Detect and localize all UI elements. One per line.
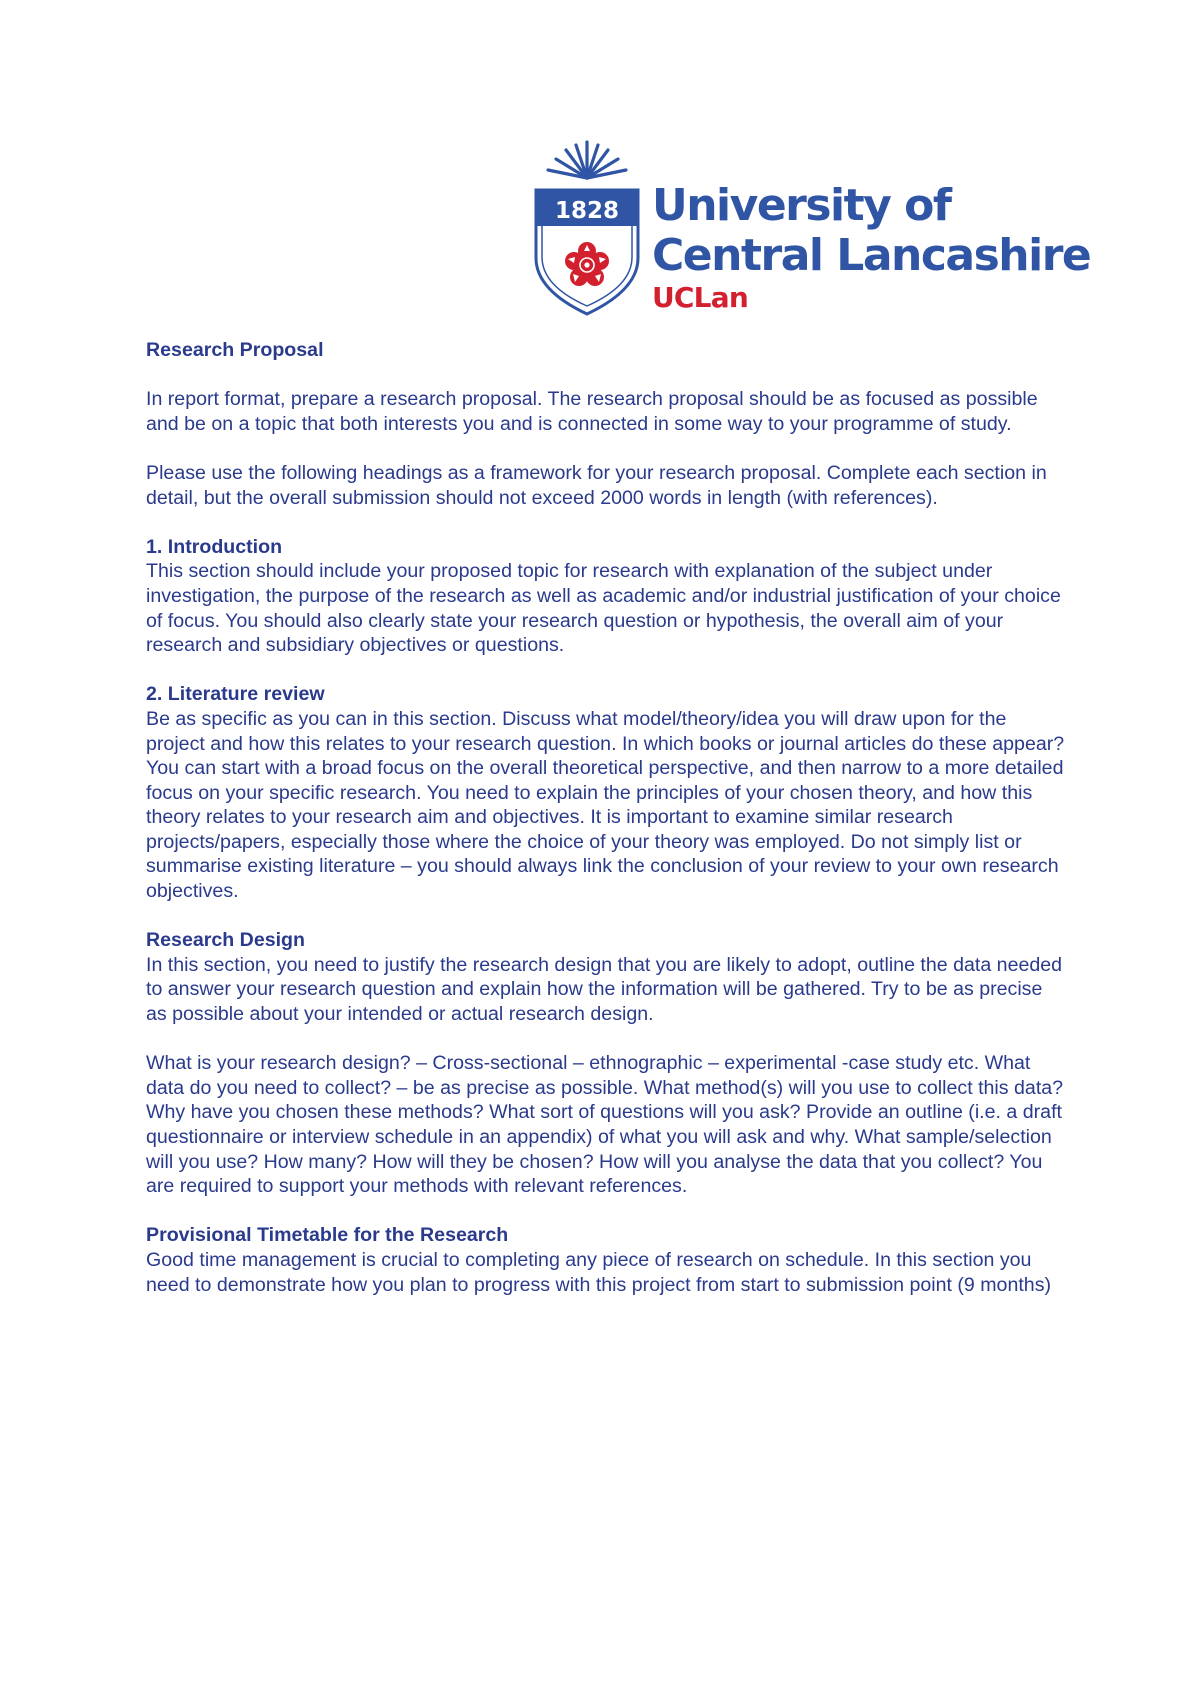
section-heading-literature-review: 2. Literature review	[146, 683, 325, 706]
logo-line-1: University of	[652, 180, 951, 231]
section-heading-research-design: Research Design	[146, 929, 305, 952]
section-body-introduction: This section should include your proposed topic for research with explanation of the subject under investigation, the purpose of the research as well as academic and/or industrial justification of your choice of focus. You should also clearly state your research question or hypothesis, the overall aim of your research and subsidiary objectives or questions.	[146, 560, 1061, 657]
logo-wordmark	[652, 180, 1091, 314]
section-body-timetable: Good time management is crucial to completing any piece of research on schedule. In this section you need to demonstrate how you plan to progress with this project from start to submission point (9 months)	[146, 1248, 1052, 1296]
crest-year: 1828	[554, 198, 620, 224]
document-body	[146, 338, 1066, 1322]
crest-icon	[532, 140, 642, 320]
section-body-research-design-2: What is your research design? – Cross-sectional – ethnographic – experimental -case study etc. What data do you need to collect? – be as precise as possible. What method(s) will you use to collect this data? Why have you chosen these methods? What sort of questions will you ask? Provide an outline (i.e. a draft questionnaire or interview schedule in an appendix) of what you will ask and why. What sample/selection will you use? How many? How will they be chosen? How will you analyse the data that you collect? You are required to support your methods with relevant references.	[146, 1052, 1064, 1198]
section-heading-timetable: Provisional Timetable for the Research	[146, 1224, 509, 1247]
section-body-literature-review: Be as specific as you can in this section. Discuss what model/theory/idea you will draw upon for the project and how this relates to your research question. In which books or journal articles do these appear? You can start with a broad focus on the overall theoretical perspective, and then narrow to a more detailed focus on your specific research. You need to explain the principles of your chosen theory, and how this theory relates to your research aim and objectives. It is important to examine similar research projects/papers, especially those where the choice of your theory was employed. Do not simply list or summarise existing literature – you should always link the conclusion of your review to your own research objectives.	[146, 707, 1065, 903]
university-logo	[532, 140, 1091, 320]
intro-paragraph-1: In report format, prepare a research proposal. The research proposal should be as focused as possible and be on a topic that both interests you and is connected in some way to your programme of study.	[146, 388, 1038, 435]
intro-paragraph-2: Please use the following headings as a framework for your research proposal. Complete each section in detail, but the overall submission should not exceed 2000 words in length (with references).	[146, 461, 1047, 509]
section-body-research-design: In this section, you need to justify the research design that you are likely to adopt, outline the data needed to answer your research question and explain how the information will be gathered. Try to be as precise as possible about your intended or actual research design.	[146, 953, 1063, 1026]
document-title: Research Proposal	[146, 339, 324, 361]
logo-line-2: Central Lancashire	[652, 230, 1091, 281]
section-heading-introduction: 1. Introduction	[146, 535, 283, 558]
logo-short-name: UCLan	[652, 281, 748, 314]
